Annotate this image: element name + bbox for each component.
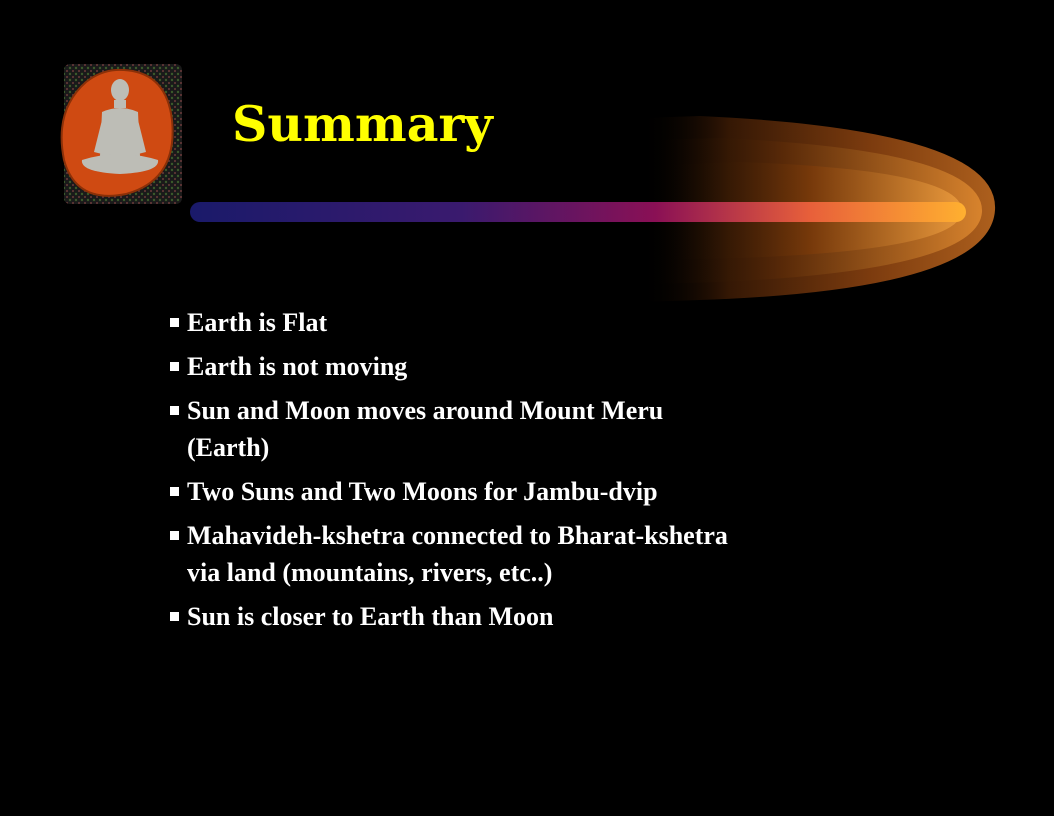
bullet-text: Two Suns and Two Moons for Jambu-dvip [187,477,658,506]
slide-title: Summary [232,95,493,153]
bullet-item [170,348,730,385]
bullet-item [170,392,730,466]
bullet-item [170,304,730,341]
bullet-list [170,304,730,642]
bullet-item [170,598,730,635]
bullet-text: Earth is not moving [187,352,408,381]
bullet-text: Earth is Flat [187,308,328,337]
bullet-text: Sun is closer to Earth than Moon [187,602,554,631]
bullet-square-icon [170,531,179,540]
bullet-square-icon [170,406,179,415]
bullet-item [170,517,730,591]
meditating-figure-icon [56,60,184,208]
bullet-item [170,473,730,510]
bullet-text: Mahavideh-kshetra connected to Bharat-kshetra via land (mountains, rivers, etc..) [187,521,728,587]
bullet-square-icon [170,612,179,621]
bullet-square-icon [170,362,179,371]
bullet-square-icon [170,487,179,496]
bullet-text: Sun and Moon moves around Mount Meru (Earth) [187,396,664,462]
bullet-square-icon [170,318,179,327]
